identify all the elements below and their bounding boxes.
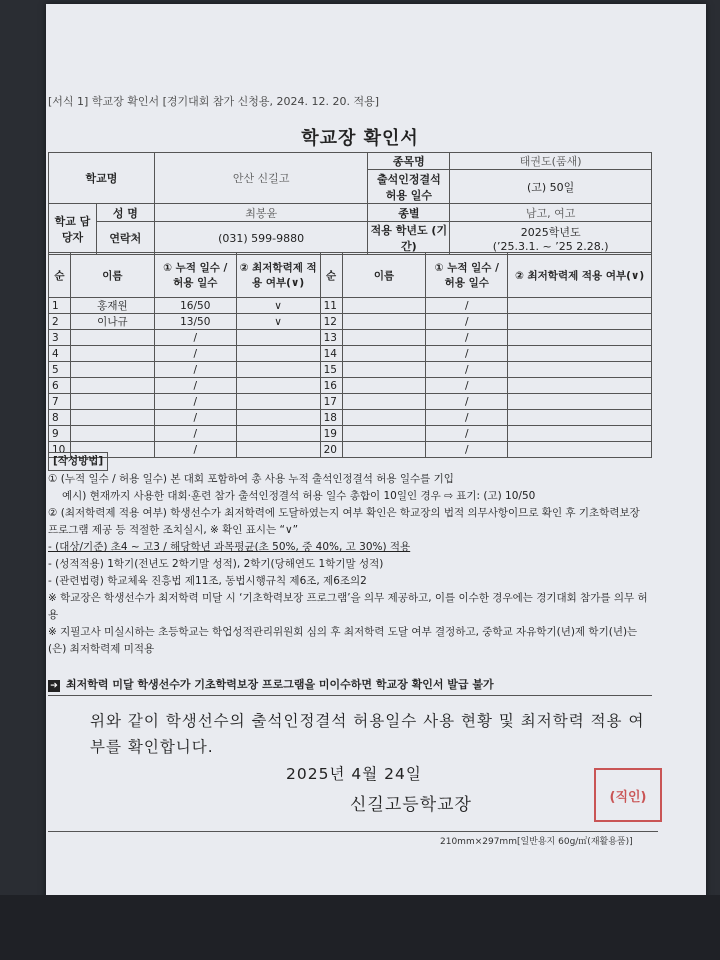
row-name <box>70 378 154 394</box>
row-name <box>342 426 426 442</box>
row-min <box>236 362 320 378</box>
form-header: [서식 1] 학교장 확인서 [경기대회 참가 신청용, 2024. 12. 20. 적용] <box>48 95 379 108</box>
row-no: 15 <box>320 362 342 378</box>
year-cell <box>450 222 652 255</box>
row-min <box>236 330 320 346</box>
row-no: 16 <box>320 378 342 394</box>
col-name: 이름 <box>70 253 154 298</box>
official-seal <box>594 768 662 822</box>
row-no: 2 <box>49 314 71 330</box>
document-title: 학교장 확인서 <box>301 128 419 149</box>
school-label: 학교명 <box>49 153 155 204</box>
row-days: / <box>154 362 236 378</box>
background-surface <box>0 895 720 960</box>
row-days: / <box>426 378 508 394</box>
instruction-line: - (대상/기준) 초4 ~ 고3 / 해당학년 과목평균(초 50%, 중 40%, 고 30%) 적용 <box>48 541 411 553</box>
row-min <box>508 330 652 346</box>
row-days: 13/50 <box>154 314 236 330</box>
row-days: / <box>154 330 236 346</box>
row-min <box>236 410 320 426</box>
row-name <box>342 314 426 330</box>
instructions-title: [작성방법] <box>48 452 108 471</box>
table-row <box>49 298 652 314</box>
row-no: 14 <box>320 346 342 362</box>
year-value: 2025학년도 <box>520 225 581 239</box>
row-days: / <box>426 426 508 442</box>
row-days: / <box>154 410 236 426</box>
row-no: 17 <box>320 394 342 410</box>
row-min <box>236 394 320 410</box>
row-days: / <box>154 378 236 394</box>
table-row <box>49 410 652 426</box>
seal-text: (직인) <box>609 790 647 805</box>
row-name <box>70 346 154 362</box>
row-name <box>70 394 154 410</box>
row-days: / <box>426 362 508 378</box>
arrow-right-icon: ➔ <box>48 680 60 692</box>
allowed-days-label: 출석인정결석 허용 일수 <box>368 170 450 204</box>
row-no: 8 <box>49 410 71 426</box>
row-no: 1 <box>49 298 71 314</box>
instruction-line: - (관련법령) 학교체육 진흥법 제11조, 동법시행규칙 제6조, 제6조의2 <box>48 575 367 587</box>
row-min <box>508 346 652 362</box>
table-row <box>49 394 652 410</box>
row-name: 이나규 <box>70 314 154 330</box>
col-no: 순 <box>320 253 342 298</box>
row-no: 3 <box>49 330 71 346</box>
row-no: 20 <box>320 442 342 458</box>
row-min <box>508 410 652 426</box>
event-value: 태권도(품새) <box>450 153 652 170</box>
warning-text: 최저학력 미달 학생선수가 기초학력보장 프로그램을 미이수하면 학교장 확인서 발급 불가 <box>66 678 494 691</box>
instruction-line: ※ 학교장은 학생선수가 최저학력 미달 시 ‘기초학력보장 프로그램’을 의무 제공하고, 이를 이수한 경우에는 경기대회 참가를 의무 허용 <box>48 592 648 621</box>
table-row <box>49 426 652 442</box>
row-no: 19 <box>320 426 342 442</box>
row-days: / <box>426 298 508 314</box>
table-row <box>49 346 652 362</box>
row-name <box>342 362 426 378</box>
name-value: 최봉윤 <box>154 204 368 222</box>
row-name <box>342 298 426 314</box>
row-no: 10 <box>49 442 71 458</box>
row-name <box>342 410 426 426</box>
table-row <box>49 362 652 378</box>
row-name <box>342 330 426 346</box>
row-no: 11 <box>320 298 342 314</box>
col-min: ② 최저학력제 적용 여부(∨) <box>508 253 652 298</box>
row-min: ∨ <box>236 314 320 330</box>
confirmation-text: 위와 같이 학생선수의 출석인정결석 허용일수 사용 현황 및 최저학력 적용 여부를 확인합니다. <box>90 712 645 756</box>
category-value: 남고, 여고 <box>450 204 652 222</box>
row-no: 13 <box>320 330 342 346</box>
row-no: 12 <box>320 314 342 330</box>
row-no: 5 <box>49 362 71 378</box>
row-min: ∨ <box>236 298 320 314</box>
row-min <box>508 378 652 394</box>
col-name: 이름 <box>342 253 426 298</box>
table-row <box>49 330 652 346</box>
paper-spec: 210mm×297mm[일반용지 60g/㎡(재활용품)] <box>440 837 633 847</box>
row-days: / <box>154 442 236 458</box>
row-no: 4 <box>49 346 71 362</box>
table-row <box>49 378 652 394</box>
instruction-line: ② (최저학력제 적용 여부) 학생선수가 최저학력에 도달하였는지 여부 확인은 학교장의 법적 의무사항이므로 확인 후 기초학력보장 프로그램 제공 등 적절한 조치실시, ※ 확인 표시는 “∨” <box>48 507 640 536</box>
row-min <box>508 362 652 378</box>
row-name <box>70 330 154 346</box>
year-label: 적용 학년도 (기간) <box>368 222 450 255</box>
instructions <box>48 452 652 658</box>
name-label: 성 명 <box>96 204 154 222</box>
row-no: 7 <box>49 394 71 410</box>
instruction-line: ※ 지필고사 미실시하는 초등학교는 학업성적관리위원회 심의 후 최저학력 도달 여부 결정하고, 중학교 자유학기(년)제 학기(년)는(은) 최저학력제 미적용 <box>48 626 638 655</box>
row-min <box>236 426 320 442</box>
row-no: 9 <box>49 426 71 442</box>
row-min <box>236 378 320 394</box>
row-min <box>508 314 652 330</box>
row-no: 18 <box>320 410 342 426</box>
row-name <box>70 426 154 442</box>
category-label: 종별 <box>368 204 450 222</box>
school-principal: 신길고등학교장 <box>350 795 472 815</box>
row-min <box>508 426 652 442</box>
row-name <box>342 378 426 394</box>
row-days: / <box>426 346 508 362</box>
row-min <box>508 394 652 410</box>
table-row <box>49 314 652 330</box>
row-days: / <box>426 330 508 346</box>
school-value: 안산 신길고 <box>154 153 368 204</box>
allowed-days-value: (고) 50일 <box>450 170 652 204</box>
row-name <box>70 410 154 426</box>
row-name <box>342 346 426 362</box>
col-days: ① 누적 일수 / 허용 일수 <box>426 253 508 298</box>
row-days: 16/50 <box>154 298 236 314</box>
row-days: / <box>426 442 508 458</box>
row-name: 홍재원 <box>70 298 154 314</box>
row-days: / <box>154 394 236 410</box>
row-min <box>236 346 320 362</box>
row-min <box>508 298 652 314</box>
instruction-line: ① (누적 일수 / 허용 일수) 본 대회 포함하여 총 사용 누적 출석인정결석 허용 일수를 기입 <box>48 473 454 485</box>
row-name <box>70 362 154 378</box>
info-table <box>48 152 652 255</box>
row-days: / <box>426 410 508 426</box>
instruction-line: - (성적적용) 1학기(전년도 2학기말 성적), 2학기(당해연도 1학기말 성적) <box>48 558 384 570</box>
row-days: / <box>426 394 508 410</box>
issue-date: 2025년 4월 24일 <box>286 765 422 783</box>
row-days: / <box>426 314 508 330</box>
col-days: ① 누적 일수 / 허용 일수 <box>154 253 236 298</box>
row-name <box>342 394 426 410</box>
footer-divider <box>48 831 658 832</box>
row-no: 6 <box>49 378 71 394</box>
student-table <box>48 252 652 458</box>
row-days: / <box>154 346 236 362</box>
warning-line <box>48 676 652 696</box>
manager-label: 학교 담당자 <box>49 204 97 255</box>
event-label: 종목명 <box>368 153 450 170</box>
contact-label: 연락처 <box>96 222 154 255</box>
instruction-line: 예시) 현재까지 사용한 대회·훈련 참가 출석인정결석 허용 일수 총합이 10일인 경우 ⇨ 표기: (고) 10/50 <box>62 490 536 502</box>
col-no: 순 <box>49 253 71 298</box>
row-days: / <box>154 426 236 442</box>
year-period: (’25.3.1. ~ ’25 2.28.) <box>492 239 609 253</box>
col-min: ② 최저학력제 적용 여부(∨) <box>236 253 320 298</box>
contact-value: (031) 599-9880 <box>154 222 368 255</box>
